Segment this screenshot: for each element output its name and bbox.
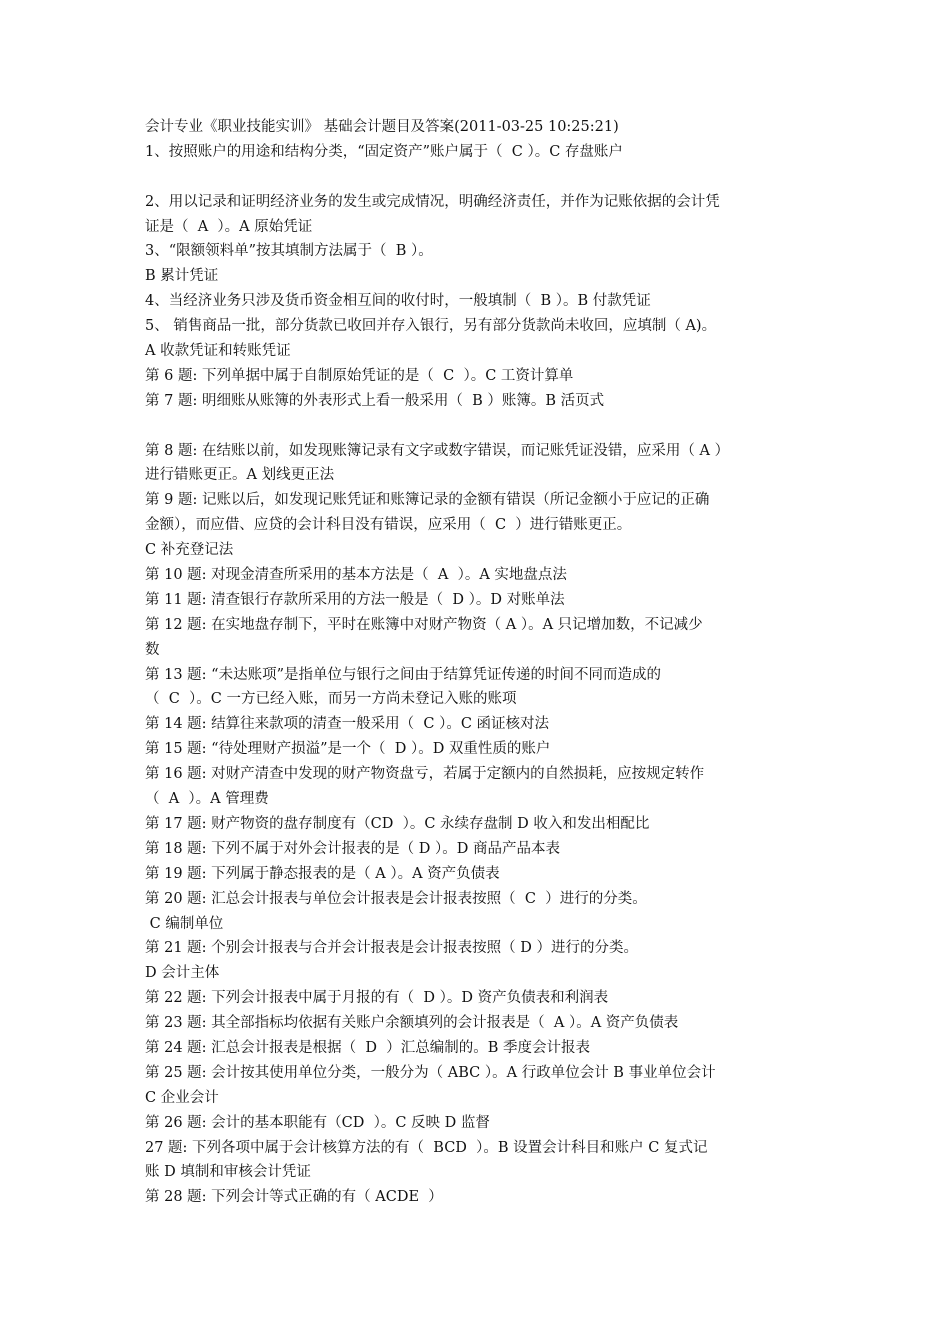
question-27-line-1: 27 题: 下列各项中属于会计核算方法的有（ BCD ）。B 设置会计科目和账户 C 复式记 bbox=[145, 1139, 708, 1156]
question-27-line-2: 账 D 填制和审核会计凭证 bbox=[145, 1164, 311, 1181]
question-9-line-2: 金额），而应借、应贷的会计科目没有错误，应采用（ C ）进行错账更正。 bbox=[145, 517, 632, 534]
question-20-line-2: C 编制单位 bbox=[145, 915, 224, 932]
question-8-line-2: 进行错账更正。A 划线更正法 bbox=[145, 467, 335, 484]
question-21-line-2: D 会计主体 bbox=[145, 965, 220, 982]
question-17: 第 17 题: 财产物资的盘存制度有（CD ）。C 永续存盘制 D 收入和发出相配比 bbox=[145, 815, 650, 832]
question-5-line-1: 5、 销售商品一批，部分货款已收回并存入银行，另有部分货款尚未收回，应填制（ A)。 bbox=[145, 318, 717, 335]
question-2-line-1: 2、用以记录和证明经济业务的发生或完成情况，明确经济责任，并作为记账依据的会计凭 bbox=[145, 193, 720, 210]
question-16-line-2: （ A ）。A 管理费 bbox=[145, 791, 269, 808]
question-12-line-2: 数 bbox=[145, 641, 160, 658]
question-8-line-1: 第 8 题: 在结账以前，如发现账簿记录有文字或数字错误，而记账凭证没错，应采用（ A ） bbox=[145, 442, 730, 459]
question-12-line-1: 第 12 题: 在实地盘存制下，平时在账簿中对财产物资（ A ）。A 只记增加数，不记减少 bbox=[145, 616, 703, 633]
question-23: 第 23 题: 其全部指标均依据有关账户余额填列的会计报表是（ A ）。A 资产负债表 bbox=[145, 1015, 679, 1032]
question-15: 第 15 题: “待处理财产损溢”是一个（ D ）。D 双重性质的账户 bbox=[145, 741, 551, 758]
question-2-line-2: 证是（ A ）。A 原始凭证 bbox=[145, 218, 313, 235]
question-10: 第 10 题: 对现金清查所采用的基本方法是（ A ）。A 实地盘点法 bbox=[145, 567, 567, 584]
question-19: 第 19 题: 下列属于静态报表的是（ A ）。A 资产负债表 bbox=[145, 865, 500, 882]
question-16-line-1: 第 16 题: 对财产清查中发现的财产物资盘亏，若属于定额内的自然损耗，应按规定转作 bbox=[145, 766, 705, 783]
question-18: 第 18 题: 下列不属于对外会计报表的是（ D ）。D 商品产品本表 bbox=[145, 840, 560, 857]
question-1: 1、按照账户的用途和结构分类，“固定资产”账户属于（ C ）。C 存盘账户 bbox=[145, 143, 623, 160]
question-3-line-2: B 累计凭证 bbox=[145, 268, 219, 285]
document-title: 会计专业《职业技能实训》 基础会计题目及答案(2011-03-25 10:25:21) bbox=[145, 119, 619, 135]
blank-line bbox=[145, 414, 810, 439]
question-13-line-2: （ C ）。C 一方已经入账，而另一方尚未登记入账的账项 bbox=[145, 691, 517, 708]
blank-line bbox=[145, 165, 810, 190]
question-21-line-1: 第 21 题: 个别会计报表与合并会计报表是会计报表按照（ D ）进行的分类。 bbox=[145, 940, 639, 957]
question-25-line-1: 第 25 题: 会计按其使用单位分类，一般分为（ ABC ）。A 行政单位会计 B 事业单位会计 bbox=[145, 1064, 716, 1081]
question-5-line-2: A 收款凭证和转账凭证 bbox=[145, 343, 291, 360]
question-9-line-3: C 补充登记法 bbox=[145, 542, 234, 559]
question-20-line-1: 第 20 题: 汇总会计报表与单位会计报表是会计报表按照（ C ）进行的分类。 bbox=[145, 890, 647, 907]
question-3-line-1: 3、“限额领料单”按其填制方法属于（ B ）。 bbox=[145, 243, 433, 260]
question-13-line-1: 第 13 题: “未达账项”是指单位与银行之间由于结算凭证传递的时间不同而造成的 bbox=[145, 666, 661, 683]
question-6: 第 6 题: 下列单据中属于自制原始凭证的是（ C ）。C 工资计算单 bbox=[145, 367, 574, 384]
question-28: 第 28 题: 下列会计等式正确的有（ ACDE ） bbox=[145, 1189, 443, 1206]
question-7: 第 7 题: 明细账从账簿的外表形式上看一般采用（ B ）账簿。B 活页式 bbox=[145, 392, 605, 409]
question-22: 第 22 题: 下列会计报表中属于月报的有（ D ）。D 资产负债表和利润表 bbox=[145, 990, 609, 1007]
question-11: 第 11 题: 清查银行存款所采用的方法一般是（ D ）。D 对账单法 bbox=[145, 591, 565, 608]
question-9-line-1: 第 9 题: 记账以后，如发现记账凭证和账簿记录的金额有错误（所记金额小于应记的正确 bbox=[145, 492, 710, 509]
question-4: 4、当经济业务只涉及货币资金相互间的收付时，一般填制（ B ）。B 付款凭证 bbox=[145, 293, 651, 310]
question-24: 第 24 题: 汇总会计报表是根据（ D ）汇总编制的。B 季度会计报表 bbox=[145, 1039, 590, 1056]
question-14: 第 14 题: 结算往来款项的清查一般采用（ C ）。C 函证核对法 bbox=[145, 716, 550, 733]
question-25-line-2: C 企业会计 bbox=[145, 1089, 219, 1106]
question-26: 第 26 题: 会计的基本职能有（CD ）。C 反映 D 监督 bbox=[145, 1114, 490, 1131]
document-body bbox=[145, 115, 810, 1210]
